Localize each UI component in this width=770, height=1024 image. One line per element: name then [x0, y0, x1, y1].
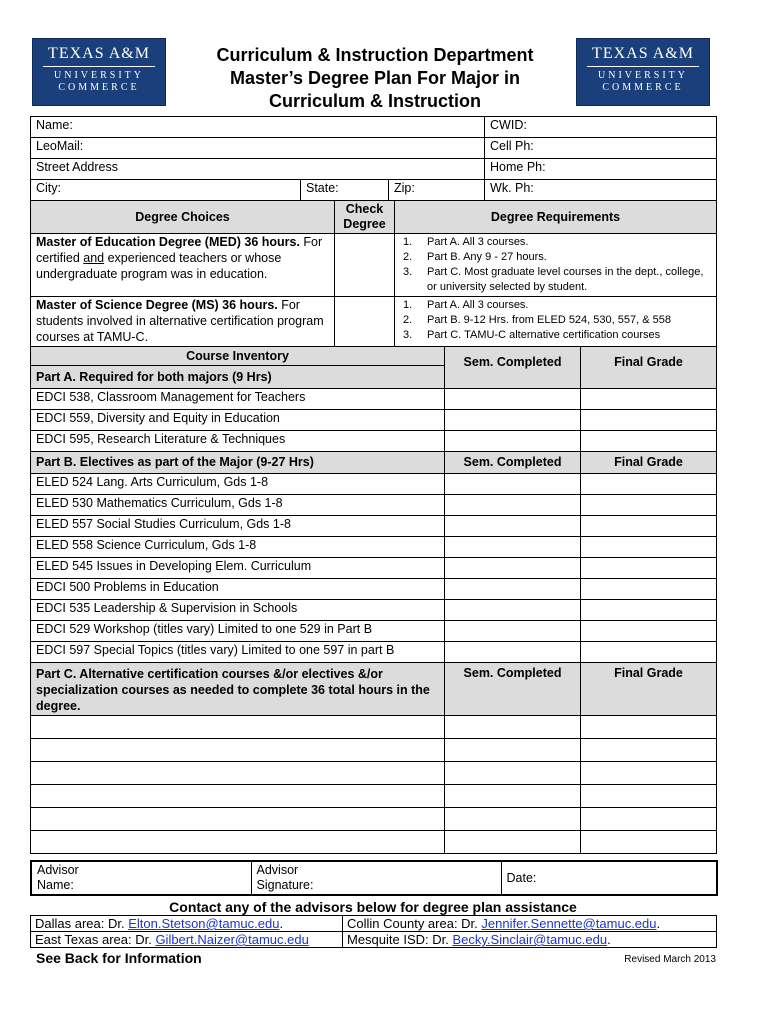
advisor-name-field[interactable]: Advisor Name:: [31, 861, 251, 895]
course-row: ELED 558 Science Curriculum, Gds 1-8: [31, 537, 445, 558]
degree-choices-table: [30, 200, 717, 347]
course-row: EDCI 538, Classroom Management for Teachers: [31, 389, 445, 410]
blank-course-cell[interactable]: [31, 785, 445, 808]
grade-cell[interactable]: [581, 495, 717, 516]
tamuc-logo-right: TEXAS A&M UNIVERSITY COMMERCE: [576, 38, 710, 106]
cell-phone-field[interactable]: Cell Ph:: [485, 138, 717, 159]
sem-cell[interactable]: [445, 579, 581, 600]
dallas-email-link[interactable]: Elton.Stetson@tamuc.edu: [128, 916, 280, 931]
grade-cell[interactable]: [581, 558, 717, 579]
sem-cell[interactable]: [445, 808, 581, 831]
blank-course-cell[interactable]: [31, 716, 445, 739]
course-row: ELED 545 Issues in Developing Elem. Curriculum: [31, 558, 445, 579]
mesquite-contact: Mesquite ISD: Dr. Becky.Sinclair@tamuc.edu.: [343, 932, 717, 948]
final-grade-header: Final Grade: [581, 663, 717, 716]
sem-cell[interactable]: [445, 762, 581, 785]
grade-cell[interactable]: [581, 716, 717, 739]
grade-cell[interactable]: [581, 762, 717, 785]
course-row: EDCI 595, Research Literature & Techniques: [31, 431, 445, 452]
course-row: EDCI 597 Special Topics (titles vary) Limited to one 597 in part B: [31, 642, 445, 663]
sem-completed-header: Sem. Completed: [445, 663, 581, 716]
part-c-heading: Part C. Alternative certification courses &/or electives &/or specialization courses as needed to complete 36 total hours in the degree.: [31, 663, 445, 716]
course-inventory-table: [30, 346, 717, 854]
work-phone-field[interactable]: Wk. Ph:: [485, 180, 717, 201]
course-row: EDCI 529 Workshop (titles vary) Limited to one 529 in Part B: [31, 621, 445, 642]
sem-cell[interactable]: [445, 410, 581, 431]
advisor-table: [30, 860, 718, 896]
sem-cell[interactable]: [445, 716, 581, 739]
check-degree-header: Check Degree: [335, 201, 395, 234]
street-address-field[interactable]: Street Address: [31, 159, 485, 180]
collin-email-link[interactable]: Jennifer.Sennette@tamuc.edu: [481, 916, 657, 931]
grade-cell[interactable]: [581, 808, 717, 831]
ms-requirements: [395, 297, 717, 347]
final-grade-header: Final Grade: [581, 347, 717, 389]
grade-cell[interactable]: [581, 516, 717, 537]
cwid-field[interactable]: CWID:: [485, 117, 717, 138]
grade-cell[interactable]: [581, 600, 717, 621]
grade-cell[interactable]: [581, 831, 717, 854]
med-degree-description: Master of Education Degree (MED) 36 hours. For certified and experienced teachers or whose undergraduate program was in education.: [31, 234, 335, 297]
grade-cell[interactable]: [581, 431, 717, 452]
blank-course-cell[interactable]: [31, 831, 445, 854]
advisor-signature-field[interactable]: Advisor Signature:: [251, 861, 501, 895]
sem-cell[interactable]: [445, 389, 581, 410]
degree-requirements-header: Degree Requirements: [395, 201, 717, 234]
city-field[interactable]: City:: [31, 180, 301, 201]
med-requirements: [395, 234, 717, 297]
sem-cell[interactable]: [445, 431, 581, 452]
sem-completed-header: Sem. Completed: [445, 452, 581, 474]
mesquite-email-link[interactable]: Becky.Sinclair@tamuc.edu: [452, 932, 608, 947]
course-row: EDCI 500 Problems in Education: [31, 579, 445, 600]
course-row: ELED 530 Mathematics Curriculum, Gds 1-8: [31, 495, 445, 516]
req-item: 3. Part C. Most graduate level courses in the dept., college, or university selected by student.: [403, 266, 704, 293]
course-row: EDCI 559, Diversity and Equity in Education: [31, 410, 445, 431]
blank-course-cell[interactable]: [31, 762, 445, 785]
dallas-contact: Dallas area: Dr. Elton.Stetson@tamuc.edu.: [31, 916, 343, 932]
leomail-field[interactable]: LeoMail:: [31, 138, 485, 159]
grade-cell[interactable]: [581, 621, 717, 642]
course-row: EDCI 535 Leadership & Supervision in Schools: [31, 600, 445, 621]
grade-cell[interactable]: [581, 389, 717, 410]
revised-date: Revised March 2013: [624, 954, 716, 965]
part-a-heading: Part A. Required for both majors (9 Hrs): [36, 370, 272, 384]
grade-cell[interactable]: [581, 537, 717, 558]
grade-cell[interactable]: [581, 579, 717, 600]
home-phone-field[interactable]: Home Ph:: [485, 159, 717, 180]
sem-cell[interactable]: [445, 537, 581, 558]
date-field[interactable]: Date:: [501, 861, 717, 895]
grade-cell[interactable]: [581, 642, 717, 663]
tamuc-logo-left: TEXAS A&M UNIVERSITY COMMERCE: [32, 38, 166, 106]
med-check-box[interactable]: [335, 234, 395, 297]
grade-cell[interactable]: [581, 474, 717, 495]
sem-cell[interactable]: [445, 516, 581, 537]
east-texas-contact: East Texas area: Dr. Gilbert.Naizer@tamuc.edu: [31, 932, 343, 948]
contact-table: [30, 915, 717, 948]
req-item: 2. Part B. 9-12 Hrs. from ELED 524, 530, 557, & 558: [403, 314, 671, 326]
final-grade-header: Final Grade: [581, 452, 717, 474]
sem-completed-header: Sem. Completed: [445, 347, 581, 389]
sem-cell[interactable]: [445, 621, 581, 642]
blank-course-cell[interactable]: [31, 808, 445, 831]
course-row: ELED 524 Lang. Arts Curriculum, Gds 1-8: [31, 474, 445, 495]
sem-cell[interactable]: [445, 642, 581, 663]
degree-choices-header: Degree Choices: [31, 201, 335, 234]
sem-cell[interactable]: [445, 558, 581, 579]
ms-check-box[interactable]: [335, 297, 395, 347]
state-field[interactable]: State:: [301, 180, 389, 201]
sem-cell[interactable]: [445, 495, 581, 516]
sem-cell[interactable]: [445, 600, 581, 621]
grade-cell[interactable]: [581, 410, 717, 431]
east-texas-email-link[interactable]: Gilbert.Naizer@tamuc.edu: [155, 932, 309, 947]
contact-heading: Contact any of the advisors below for degree plan assistance: [169, 899, 577, 915]
footer: [30, 948, 716, 968]
req-item: 1. Part A. All 3 courses.: [403, 236, 529, 248]
grade-cell[interactable]: [581, 739, 717, 762]
sem-cell[interactable]: [445, 474, 581, 495]
degree-plan-form: [30, 38, 716, 968]
collin-contact: Collin County area: Dr. Jennifer.Sennette@tamuc.edu.: [343, 916, 717, 932]
sem-cell[interactable]: [445, 785, 581, 808]
form-title: Curriculum & Instruction Department Master’s Degree Plan For Major in Curriculum & Instruction: [216, 45, 534, 111]
req-item: 3. Part C. TAMU-C alternative certification courses: [403, 329, 661, 341]
student-info-table: [30, 116, 717, 201]
course-row: ELED 557 Social Studies Curriculum, Gds 1-8: [31, 516, 445, 537]
req-item: 2. Part B. Any 9 - 27 hours.: [403, 251, 547, 263]
zip-field[interactable]: Zip:: [389, 180, 485, 201]
form-header: [30, 38, 716, 116]
course-inventory-header-cell: [31, 347, 445, 389]
see-back-note: See Back for Information: [36, 950, 202, 966]
part-b-heading: Part B. Electives as part of the Major (9-27 Hrs): [31, 452, 445, 474]
name-field[interactable]: Name:: [31, 117, 485, 138]
grade-cell[interactable]: [581, 785, 717, 808]
sem-cell[interactable]: [445, 739, 581, 762]
req-item: 1. Part A. All 3 courses.: [403, 299, 529, 311]
ms-degree-description: Master of Science Degree (MS) 36 hours. For students involved in alternative certification program courses at TAMU-C.: [31, 297, 335, 347]
blank-course-cell[interactable]: [31, 739, 445, 762]
sem-cell[interactable]: [445, 831, 581, 854]
course-inventory-title: Course Inventory: [31, 347, 444, 366]
